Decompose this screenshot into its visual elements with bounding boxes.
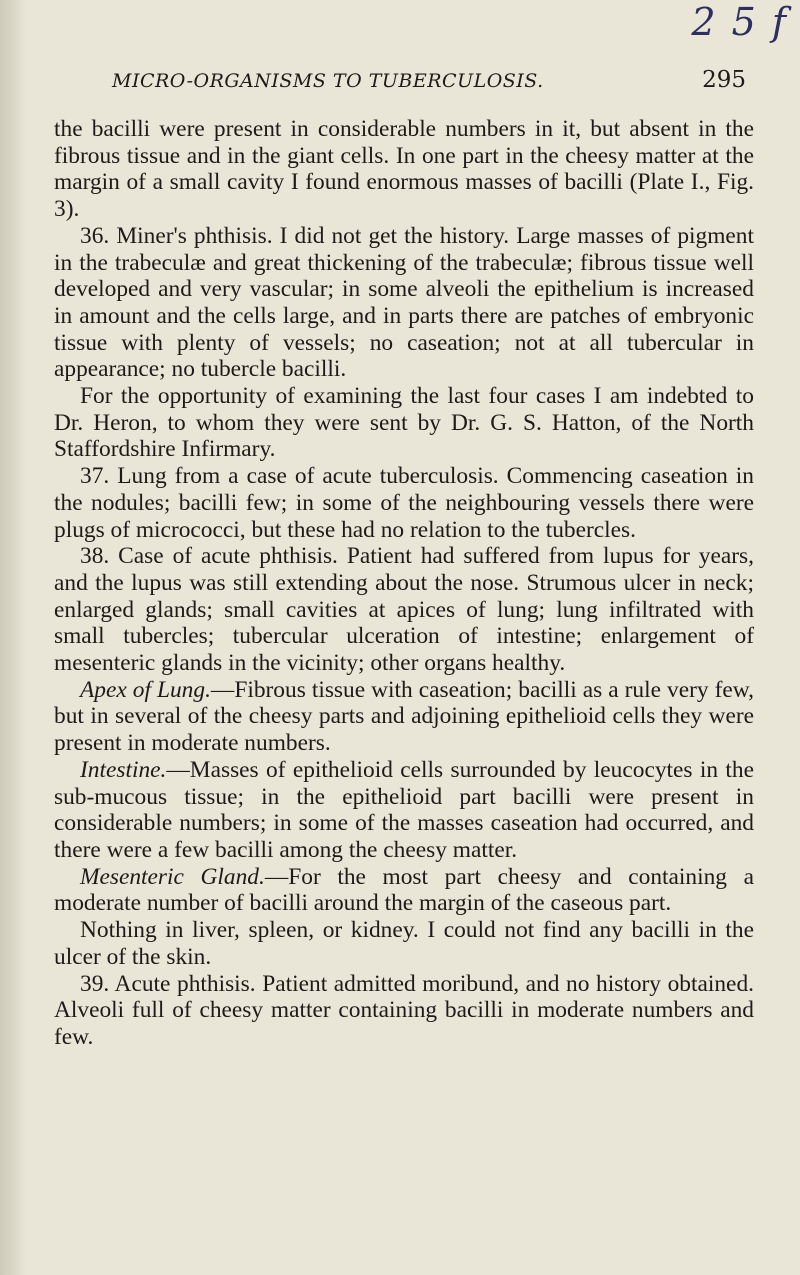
page-number: 295: [702, 67, 746, 93]
body-text: [54, 116, 754, 1051]
paragraph-intestine: [54, 757, 754, 864]
paragraph-acknowledgement: For the opportunity of examining the last four cases I am indebted to Dr. Heron, to whom they were sent by Dr. G. S. Hatton, of the North Staffordshire Infirmary.: [54, 383, 754, 463]
mesenteric-label: Mesenteric Gland.: [80, 863, 265, 890]
apex-label: Apex of Lung.: [80, 676, 211, 703]
paragraph-continuation: the bacilli were present in considerable numbers in it, but absent in the fibrous tissue and in the giant cells. In one part in the cheesy matter at the margin of a small cavity I found enormous masses of bacilli (Plate I., Fig. 3).: [54, 116, 754, 223]
paragraph-case-36: 36. Miner's phthisis. I did not get the history. Large masses of pigment in the trabeculæ and great thickening of the trabeculæ; fibrous tissue well developed and very vascular; in some alveoli the epithelium is increased in amount and the cells large, and in parts there are patches of embryonic tissue with plenty of vessels; no caseation; not at all tubercular in appearance; no tubercle bacilli.: [54, 222, 754, 383]
page-gutter-shadow: [0, 0, 26, 1275]
paragraph-case-38: 38. Case of acute phthisis. Patient had suffered from lupus for years, and the lupus was still extending about the nose. Strumous ulcer in neck; enlarged glands; small cavities at apices of lung; lung infiltrated with small tubercles; tubercular ulceration of intestine; enlargement of mesenteric glands in the vicinity; other organs healthy.: [54, 543, 754, 677]
paragraph-mesenteric-gland: [54, 864, 754, 917]
intestine-text: —Masses of epithelioid cells surrounded by leucocytes in the sub-mucous tissue; in the epithelioid part bacilli were present in considerable numbers; in some of the masses caseation had occurred, and there were a few bacilli among the cheesy matter.: [54, 756, 754, 863]
mesenteric-text: —For the most part cheesy and containing a moderate number of bacilli around the margin of the caseous part.: [54, 863, 754, 917]
running-title: MICRO-ORGANISMS TO TUBERCULOSIS.: [112, 70, 544, 92]
handwritten-page-note: 2 5 f: [691, 0, 788, 44]
paragraph-nothing-found: Nothing in liver, spleen, or kidney. I could not find any bacilli in the ulcer of the skin.: [54, 917, 754, 970]
paragraph-case-39: 39. Acute phthisis. Patient admitted moribund, and no history obtained. Alveoli full of cheesy matter containing bacilli in moderate numbers and few.: [54, 970, 754, 1050]
apex-text: —Fibrous tissue with caseation; bacilli as a rule very few, but in several of the cheesy parts and adjoining epithelioid cells they were present in moderate numbers.: [54, 676, 754, 757]
paragraph-case-37: 37. Lung from a case of acute tuberculosis. Commencing caseation in the nodules; bacilli few; in some of the neighbouring vessels there were plugs of micrococci, but these had no relation to the tubercles.: [54, 463, 754, 543]
paragraph-apex-of-lung: [54, 677, 754, 757]
page-header: [100, 67, 746, 102]
intestine-label: Intestine.: [80, 756, 167, 783]
